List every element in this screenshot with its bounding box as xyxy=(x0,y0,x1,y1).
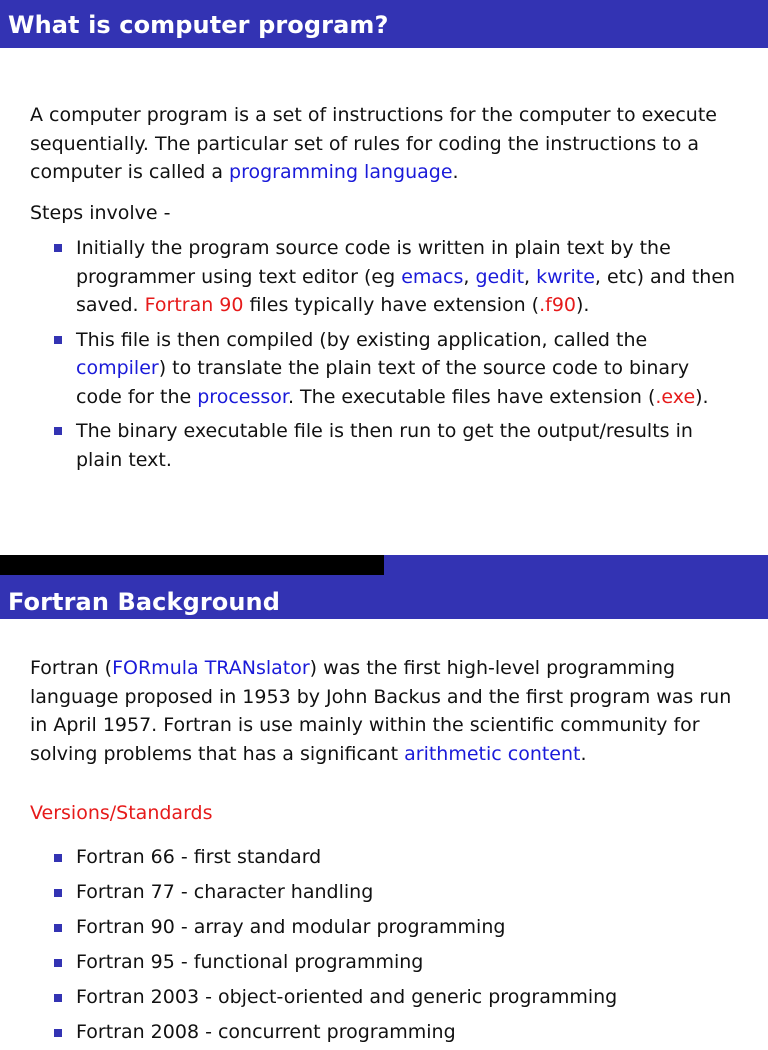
steps-list xyxy=(30,234,740,474)
text: , etc) and then saved. xyxy=(76,265,736,316)
title-bar xyxy=(0,555,768,619)
slide-title: Fortran Background xyxy=(8,588,281,616)
bullet-square-icon xyxy=(54,854,62,862)
versions-list xyxy=(30,840,740,1050)
version-text: Fortran 2003 - object-oriented and generic programming xyxy=(76,986,618,1008)
list-item xyxy=(30,875,740,910)
text: ) was the first high-level programming language proposed in 1953 by John Backus and the first program was run in April 1957. Fortran is use mainly within the scientific community for solving problems that has a significant xyxy=(30,657,732,765)
text: . xyxy=(580,742,587,765)
kwrite-link[interactable]: kwrite xyxy=(536,265,595,288)
text: ) to translate the plain text of the source code to binary code for the xyxy=(76,357,690,408)
title-bar xyxy=(0,0,768,48)
text: Initially the program source code is written in plain text by the programmer using text editor (eg xyxy=(76,237,671,288)
progress-strip xyxy=(0,555,384,575)
version-text: Fortran 95 - functional programming xyxy=(76,951,424,973)
intro-text-end: . xyxy=(452,161,459,183)
title-top-strip xyxy=(0,555,768,575)
arithmetic-content-link[interactable]: arithmetic content xyxy=(404,742,581,765)
bullet-square-icon xyxy=(54,244,62,252)
list-item xyxy=(30,980,740,1015)
version-text: Fortran 66 - first standard xyxy=(76,846,322,868)
list-item xyxy=(30,417,740,474)
bullet-square-icon xyxy=(54,959,62,967)
text: , xyxy=(524,265,537,288)
list-item xyxy=(30,840,740,875)
bullet-square-icon xyxy=(54,427,62,435)
versions-list-container xyxy=(30,840,740,1050)
bullet-square-icon xyxy=(54,994,62,1002)
text: files typically have extension ( xyxy=(243,294,540,316)
intro-paragraph xyxy=(30,101,740,187)
slide-title: What is computer program? xyxy=(8,11,389,39)
slide-divider xyxy=(0,540,768,555)
slide-fortran-background xyxy=(0,555,768,1043)
bullet-square-icon xyxy=(54,336,62,344)
list-item xyxy=(30,326,740,412)
f90-extension: .f90 xyxy=(539,294,577,316)
version-text: Fortran 2008 - concurrent programming xyxy=(76,1021,456,1043)
emacs-link[interactable]: emacs xyxy=(401,265,464,288)
steps-list-container xyxy=(30,234,740,474)
text: . The executable files have extension ( xyxy=(287,385,656,408)
compiler-link[interactable]: compiler xyxy=(76,357,159,379)
processor-link[interactable]: processor xyxy=(197,385,288,408)
versions-heading: Versions/Standards xyxy=(30,802,213,824)
bullet-square-icon xyxy=(54,1029,62,1037)
gedit-link[interactable]: gedit xyxy=(475,265,525,288)
list-item xyxy=(30,945,740,980)
exe-extension: .exe xyxy=(655,385,696,408)
text: Fortran ( xyxy=(30,657,113,679)
version-text: Fortran 90 - array and modular programming xyxy=(76,916,506,938)
list-item xyxy=(30,910,740,945)
text: The binary executable file is then run to get the output/results in plain text. xyxy=(76,420,693,471)
steps-label: Steps involve - xyxy=(30,202,171,224)
intro-text: A computer program is a set of instructions for the computer to execute sequentially. The particular set of rules for coding the instructions to a computer is called a xyxy=(30,104,717,183)
version-text: Fortran 77 - character handling xyxy=(76,881,374,903)
text: This file is then compiled (by existing application, called the xyxy=(76,328,648,351)
fortran-intro-paragraph xyxy=(30,654,740,768)
text: ). xyxy=(695,385,709,408)
formula-translator-link[interactable]: FORmula TRANslator xyxy=(112,657,310,679)
text: , xyxy=(463,265,476,288)
list-item xyxy=(30,1015,740,1050)
text: ). xyxy=(576,294,590,316)
programming-language-link[interactable]: programming language xyxy=(229,161,453,183)
list-item xyxy=(30,234,740,320)
fortran90-highlight: Fortran 90 xyxy=(144,294,244,316)
bullet-square-icon xyxy=(54,889,62,897)
bullet-square-icon xyxy=(54,924,62,932)
